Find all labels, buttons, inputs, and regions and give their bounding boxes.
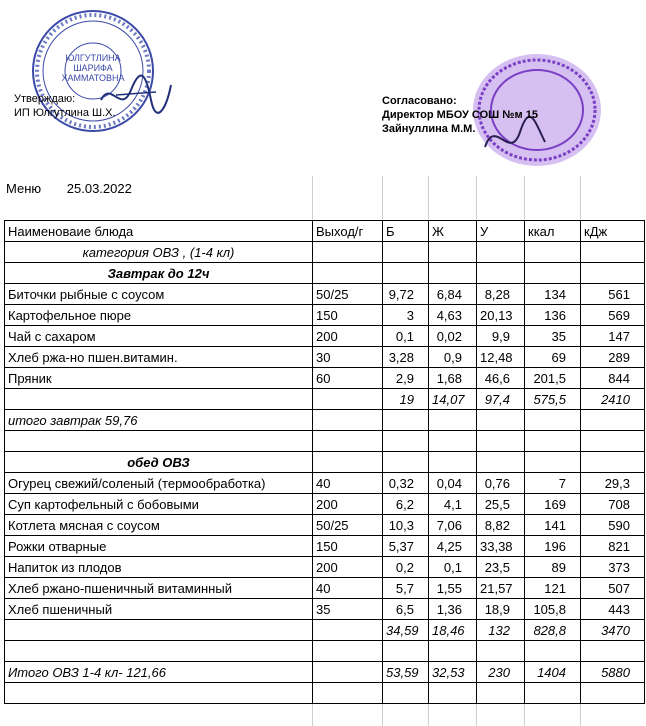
value-cell [581, 410, 645, 431]
dish-name-cell: категория ОВЗ , (1-4 кл) [5, 242, 313, 263]
value-cell [477, 683, 525, 704]
dish-name-cell: Биточки рыбные с соусом [5, 284, 313, 305]
value-cell [525, 242, 581, 263]
value-cell [477, 452, 525, 473]
dish-row [5, 368, 645, 389]
header-row [5, 221, 645, 242]
approval-line: ИП Юлгутлина Ш.Х. [14, 107, 116, 119]
value-cell [581, 641, 645, 662]
value-cell: 69 [525, 347, 581, 368]
dish-name-cell: Суп картофельный с бобовыми [5, 494, 313, 515]
value-cell [429, 242, 477, 263]
value-cell [313, 662, 383, 683]
value-cell: 373 [581, 557, 645, 578]
dish-name-cell: Хлеб ржано-пшеничный витаминный [5, 578, 313, 599]
value-cell: 6,5 [383, 599, 429, 620]
dish-name-cell [5, 641, 313, 662]
agreement-line: Зайнуллина М.М. [382, 123, 476, 135]
value-cell: У [477, 221, 525, 242]
value-cell: 53,59 [383, 662, 429, 683]
value-cell [429, 431, 477, 452]
value-cell: 89 [525, 557, 581, 578]
menu-heading [6, 181, 154, 196]
value-cell: 0,9 [429, 347, 477, 368]
value-cell: 10,3 [383, 515, 429, 536]
value-cell: 1,55 [429, 578, 477, 599]
value-cell [477, 641, 525, 662]
stamp-line: ЮЛГУТЛИНА [65, 53, 121, 63]
value-cell: 821 [581, 536, 645, 557]
value-cell: 12,48 [477, 347, 525, 368]
value-cell [429, 683, 477, 704]
value-cell: 35 [313, 599, 383, 620]
value-cell: 5880 [581, 662, 645, 683]
value-cell: Выход/г [313, 221, 383, 242]
value-cell: 29,3 [581, 473, 645, 494]
value-cell: 0,1 [429, 557, 477, 578]
dish-row [5, 536, 645, 557]
value-cell [525, 683, 581, 704]
blank-row [5, 683, 645, 704]
value-cell: 1,68 [429, 368, 477, 389]
value-cell [429, 410, 477, 431]
value-cell: 25,5 [477, 494, 525, 515]
value-cell: 7,06 [429, 515, 477, 536]
dish-row [5, 347, 645, 368]
value-cell: 0,32 [383, 473, 429, 494]
value-cell: 4,25 [429, 536, 477, 557]
dish-name-cell: Наименоваие блюда [5, 221, 313, 242]
dish-row [5, 557, 645, 578]
value-cell: 40 [313, 473, 383, 494]
value-cell: 19 [383, 389, 429, 410]
stamp-line: ШАРИФА [73, 63, 113, 73]
value-cell: 141 [525, 515, 581, 536]
value-cell: 4,1 [429, 494, 477, 515]
menu-label: Меню [6, 181, 42, 196]
value-cell [383, 410, 429, 431]
value-cell [313, 242, 383, 263]
totals-row [5, 389, 645, 410]
dish-row [5, 284, 645, 305]
value-cell: 828,8 [525, 620, 581, 641]
dish-name-cell: обед ОВЗ [5, 452, 313, 473]
value-cell [383, 641, 429, 662]
value-cell: 0,04 [429, 473, 477, 494]
value-cell: 60 [313, 368, 383, 389]
agreement-block [382, 94, 538, 136]
dish-row [5, 326, 645, 347]
value-cell [477, 410, 525, 431]
blank-row [5, 641, 645, 662]
value-cell: 136 [525, 305, 581, 326]
stamp-line: ХАММАТОВНА [61, 73, 125, 83]
value-cell: 1404 [525, 662, 581, 683]
value-cell [581, 263, 645, 284]
value-cell: кДж [581, 221, 645, 242]
value-cell: 569 [581, 305, 645, 326]
value-cell [313, 683, 383, 704]
dish-name-cell [5, 683, 313, 704]
value-cell: 443 [581, 599, 645, 620]
value-cell [525, 431, 581, 452]
value-cell: 14,07 [429, 389, 477, 410]
dish-row [5, 599, 645, 620]
dish-name-cell: Итого ОВЗ 1-4 кл- 121,66 [5, 662, 313, 683]
value-cell [429, 641, 477, 662]
value-cell: ккал [525, 221, 581, 242]
value-cell [429, 452, 477, 473]
value-cell: 4,63 [429, 305, 477, 326]
value-cell: 844 [581, 368, 645, 389]
value-cell: 20,13 [477, 305, 525, 326]
value-cell [313, 620, 383, 641]
value-cell: 0,02 [429, 326, 477, 347]
dish-row [5, 473, 645, 494]
value-cell: 50/25 [313, 284, 383, 305]
value-cell: 32,53 [429, 662, 477, 683]
value-cell: 21,57 [477, 578, 525, 599]
value-cell [477, 431, 525, 452]
value-cell: 40 [313, 578, 383, 599]
value-cell [581, 431, 645, 452]
value-cell: 8,82 [477, 515, 525, 536]
dish-row [5, 494, 645, 515]
value-cell: 9,72 [383, 284, 429, 305]
value-cell: 6,84 [429, 284, 477, 305]
blank-row [5, 431, 645, 452]
dish-name-cell: Напиток из плодов [5, 557, 313, 578]
value-cell: 590 [581, 515, 645, 536]
value-cell: 708 [581, 494, 645, 515]
value-cell [477, 242, 525, 263]
value-cell: 201,5 [525, 368, 581, 389]
value-cell: 30 [313, 347, 383, 368]
value-cell: 230 [477, 662, 525, 683]
agreement-line: Директор МБОУ СОШ №м 15 [382, 109, 538, 121]
value-cell: 5,37 [383, 536, 429, 557]
value-cell: 2,9 [383, 368, 429, 389]
approval-block [14, 92, 116, 120]
value-cell: Б [383, 221, 429, 242]
value-cell [525, 641, 581, 662]
value-cell [313, 389, 383, 410]
value-cell: 35 [525, 326, 581, 347]
grand-total-row [5, 662, 645, 683]
value-cell: 200 [313, 557, 383, 578]
value-cell: 561 [581, 284, 645, 305]
dish-name-cell: Огурец свежий/соленый (термообработка) [5, 473, 313, 494]
value-cell [313, 431, 383, 452]
value-cell [525, 410, 581, 431]
value-cell: 196 [525, 536, 581, 557]
section-title-row [5, 452, 645, 473]
value-cell: 46,6 [477, 368, 525, 389]
value-cell: 289 [581, 347, 645, 368]
value-cell [383, 431, 429, 452]
dish-row [5, 305, 645, 326]
value-cell: 3 [383, 305, 429, 326]
value-cell: 5,7 [383, 578, 429, 599]
dish-name-cell [5, 431, 313, 452]
value-cell: 105,8 [525, 599, 581, 620]
value-cell: 0,76 [477, 473, 525, 494]
value-cell [581, 452, 645, 473]
agreement-line: Согласовано: [382, 95, 457, 107]
value-cell: 132 [477, 620, 525, 641]
dish-name-cell: Чай с сахаром [5, 326, 313, 347]
value-cell [313, 263, 383, 284]
dish-name-cell: Хлеб ржа-но пшен.витамин. [5, 347, 313, 368]
dish-name-cell: Пряник [5, 368, 313, 389]
value-cell [383, 683, 429, 704]
value-cell: 200 [313, 326, 383, 347]
dish-name-cell: итого завтрак 59,76 [5, 410, 313, 431]
value-cell: 134 [525, 284, 581, 305]
value-cell: 147 [581, 326, 645, 347]
value-cell: 9,9 [477, 326, 525, 347]
value-cell: 97,4 [477, 389, 525, 410]
value-cell: Ж [429, 221, 477, 242]
dish-name-cell [5, 620, 313, 641]
value-cell: 18,9 [477, 599, 525, 620]
value-cell: 3,28 [383, 347, 429, 368]
value-cell: 0,1 [383, 326, 429, 347]
value-cell: 7 [525, 473, 581, 494]
value-cell: 23,5 [477, 557, 525, 578]
value-cell [383, 263, 429, 284]
value-cell [525, 452, 581, 473]
menu-date: 25.03.2022 [66, 181, 132, 196]
menu-table [4, 220, 645, 704]
value-cell [313, 452, 383, 473]
value-cell: 1,36 [429, 599, 477, 620]
value-cell [581, 683, 645, 704]
value-cell [477, 263, 525, 284]
value-cell: 169 [525, 494, 581, 515]
value-cell [581, 242, 645, 263]
value-cell [525, 263, 581, 284]
value-cell: 6,2 [383, 494, 429, 515]
summary-row [5, 410, 645, 431]
value-cell: 121 [525, 578, 581, 599]
value-cell: 33,38 [477, 536, 525, 557]
dish-row [5, 515, 645, 536]
value-cell: 18,46 [429, 620, 477, 641]
category-row [5, 242, 645, 263]
value-cell: 200 [313, 494, 383, 515]
dish-name-cell: Рожки отварные [5, 536, 313, 557]
value-cell: 2410 [581, 389, 645, 410]
value-cell: 8,28 [477, 284, 525, 305]
value-cell [383, 242, 429, 263]
value-cell [429, 263, 477, 284]
value-cell [383, 452, 429, 473]
value-cell: 34,59 [383, 620, 429, 641]
value-cell [313, 410, 383, 431]
value-cell: 150 [313, 536, 383, 557]
value-cell: 150 [313, 305, 383, 326]
value-cell: 0,2 [383, 557, 429, 578]
dish-name-cell: Картофельное пюре [5, 305, 313, 326]
dish-name-cell: Хлеб пшеничный [5, 599, 313, 620]
value-cell: 575,5 [525, 389, 581, 410]
value-cell: 507 [581, 578, 645, 599]
value-cell: 3470 [581, 620, 645, 641]
value-cell [313, 641, 383, 662]
dish-name-cell: Котлета мясная с соусом [5, 515, 313, 536]
dish-name-cell [5, 389, 313, 410]
dish-row [5, 578, 645, 599]
section-title-row [5, 263, 645, 284]
totals-row [5, 620, 645, 641]
dish-name-cell: Завтрак до 12ч [5, 263, 313, 284]
value-cell: 50/25 [313, 515, 383, 536]
approval-line: Утверждаю: [14, 93, 76, 105]
